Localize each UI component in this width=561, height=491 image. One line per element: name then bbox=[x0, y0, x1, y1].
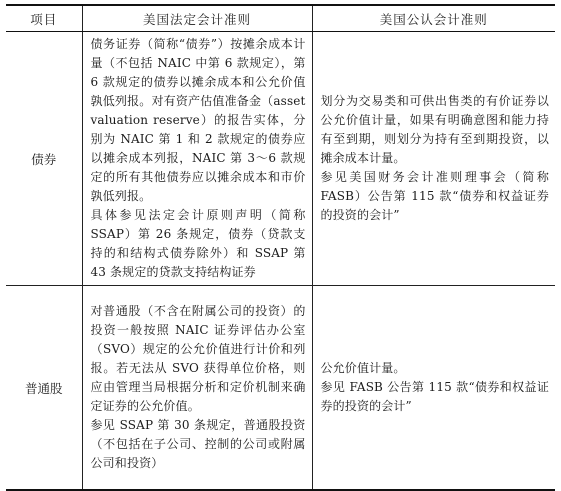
stock-statutory-para-2: 参见 SSAP 第 30 条规定，普通股投资（不包括在子公司、控制的公司或附属公司和投资） bbox=[90, 418, 306, 470]
stock-gaap-para-2: 参见 FASB 公告第 115 款“债券和权益证券的投资的会计” bbox=[320, 380, 549, 413]
stock-gaap-cell bbox=[312, 286, 555, 491]
bonds-statutory-para-1: 债务证券（简称“债券”）按摊余成本计量（不包括 NAIC 中第 6 款规定），第 6 款规定的债券以摊余成本和公允价值孰低列报。对有资产估值准备金（asset valuation reserve）的报告实体，分别为 NAIC 第 1 和 2 款规定的债券应以摊余成本列报，NAIC 第 3～6 款规定的所有其他债券应以摊余成本和市价孰低列报。 bbox=[90, 37, 306, 203]
bonds-statutory-cell bbox=[82, 32, 312, 286]
row-item-bonds: 债券 bbox=[6, 32, 82, 286]
stock-gaap-para-1: 公允价值计量。 bbox=[320, 361, 406, 375]
header-row bbox=[6, 5, 555, 32]
header-gaap: 美国公认会计准则 bbox=[312, 5, 555, 32]
table-row bbox=[6, 32, 555, 286]
row-item-common-stock: 普通股 bbox=[6, 286, 82, 491]
table-row bbox=[6, 286, 555, 491]
stock-statutory-cell bbox=[82, 286, 312, 491]
comparison-table bbox=[6, 4, 555, 491]
header-item: 项目 bbox=[6, 5, 82, 32]
bonds-gaap-cell bbox=[312, 32, 555, 286]
bonds-gaap-para-2: 参见美国财务会计准则理事会（简称 FASB）公告第 115 款“债券和权益证券的投资的会计” bbox=[320, 170, 549, 222]
header-statutory: 美国法定会计准则 bbox=[82, 5, 312, 32]
stock-statutory-para-1: 对普通股（不含在附属公司的投资）的投资一般按照 NAIC 证券评估办公室（SVO）规定的公允价值进行计价和列报。若无法从 SVO 获得单位价格，则应由管理当局根据分析和定价机制来确定证券的公允价值。 bbox=[90, 304, 306, 413]
bonds-statutory-para-2: 具体参见法定会计原则声明（简称 SSAP）第 26 条规定，债券（贷款支持的和结构式债券除外）和 SSAP 第 43 条规定的贷款支持结构证券 bbox=[90, 208, 306, 279]
bonds-gaap-para-1: 划分为交易类和可供出售类的有价证券以公允价值计量，如果有明确意图和能力持有至到期，则划分为持有至到期投资，以摊余成本计量。 bbox=[320, 94, 549, 165]
